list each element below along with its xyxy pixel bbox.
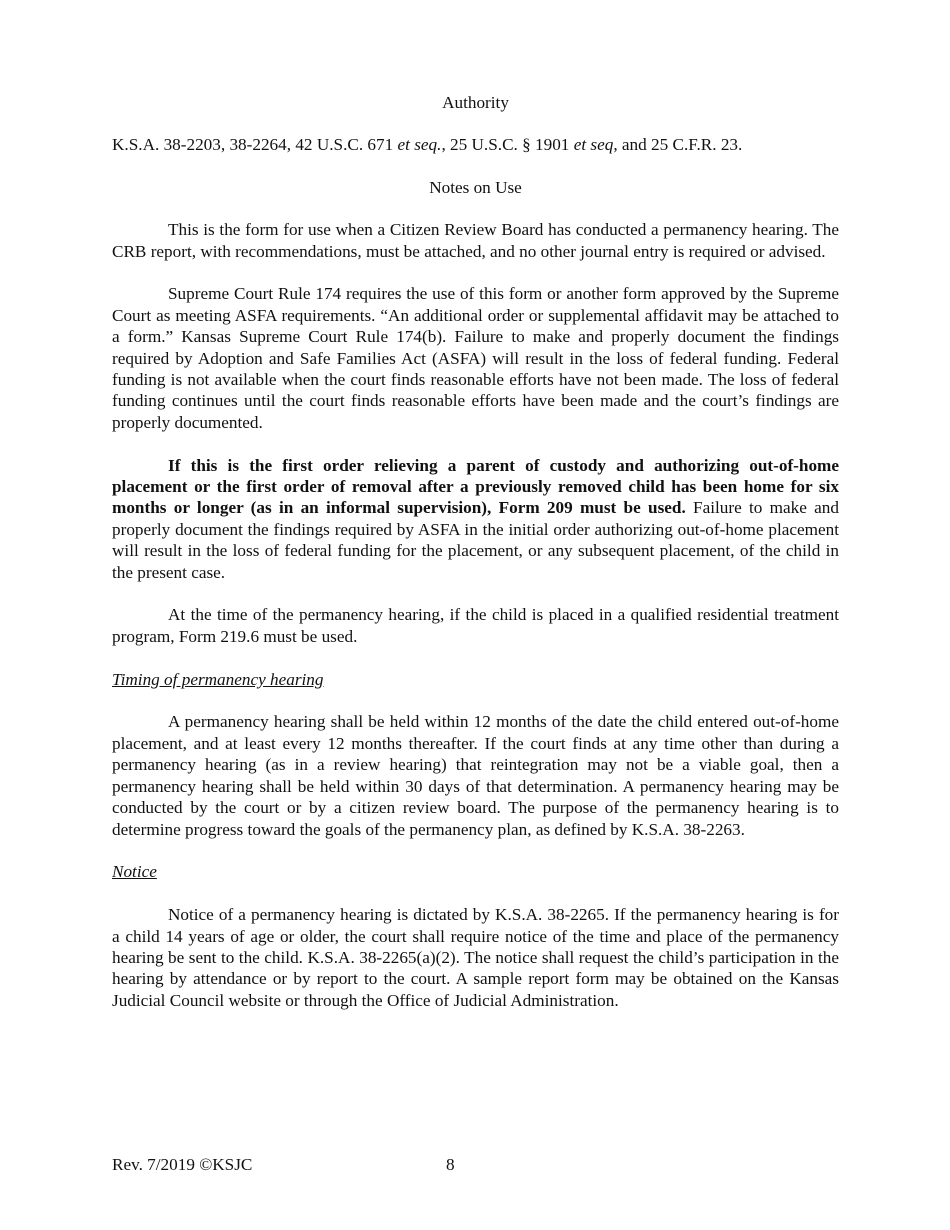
- notes-on-use-title: Notes on Use: [429, 177, 522, 197]
- notes-paragraph-2: Supreme Court Rule 174 requires the use of this form or another form approved by the Supreme Court as meeting ASFA requirements. “An additional order or supplemental affidavit may be attached to a form.” Kansas Supreme Court Rule 174(b). Failure to make and properly document the findings required by Adoption and Safe Families Act (ASFA) will result in the loss of federal funding. Federal funding is not available when the court finds reasonable efforts have not been made. The loss of federal funding continues until the court finds reasonable efforts have been made and the court’s findings are properly documented.: [112, 284, 839, 432]
- notes-paragraph-3: [112, 455, 839, 583]
- notes-paragraph-3-bold: If this is the first order relieving a parent of custody and authorizing out-of-home placement or the first order of removal after a previously removed child has been home for six months or longer (as in an informal supervision), Form 209 must be used.: [112, 455, 839, 518]
- revision-label: Rev. 7/2019 ©KSJC: [112, 1155, 253, 1174]
- notes-paragraph-1: This is the form for use when a Citizen Review Board has conducted a permanency hearing. The CRB report, with recommendations, must be attached, and no other journal entry is required or advised.: [112, 220, 839, 261]
- authority-title: Authority: [442, 93, 509, 112]
- citation-et-seq-1: et seq.: [397, 135, 442, 155]
- timing-heading: Timing of permanency hearing: [112, 669, 324, 689]
- notes-paragraph-3-rest: Failure to make and properly document the findings required by ASFA in the initial order authorizing out-of-home placement will result in the loss of federal funding for the placement, or any subsequent placement, of the child in the present case.: [112, 498, 839, 582]
- citation-part-1: K.S.A. 38-2203, 38-2264, 42 U.S.C. 671: [112, 135, 398, 155]
- notes-paragraph-4: At the time of the permanency hearing, if the child is placed in a qualified residential treatment program, Form 219.6 must be used.: [112, 605, 839, 646]
- page-footer: [112, 1154, 839, 1176]
- citation-part-3: , and 25 C.F.R. 23.: [613, 135, 743, 155]
- timing-paragraph: A permanency hearing shall be held within 12 months of the date the child entered out-of-home placement, and at least every 12 months thereafter. If the court finds at any time other than during a permanency hearing (as in a review hearing) that reintegration may not be a viable goal, then a permanency hearing shall be held within 30 days of that determination. A permanency hearing may be conducted by the court or by a citizen review board. The purpose of the permanency hearing is to determine progress toward the goals of the permanency plan, as defined by K.S.A. 38-2263.: [112, 712, 839, 839]
- notice-heading: Notice: [112, 862, 157, 882]
- document-body: [112, 92, 839, 1033]
- citation-part-2: , 25 U.S.C. § 1901: [441, 135, 574, 155]
- citation-et-seq-2: et seq: [573, 135, 614, 155]
- authority-citation: [112, 134, 839, 155]
- page-number: 8: [446, 1155, 455, 1174]
- notice-paragraph: Notice of a permanency hearing is dictated by K.S.A. 38-2265. If the permanency hearing is for a child 14 years of age or older, the court shall require notice of the time and place of the permanency hearing be sent to the child. K.S.A. 38-2265(a)(2). The notice shall request the child’s participation in the hearing by attendance or by report to the court. A sample report form may be obtained on the Kansas Judicial Council website or through the Office of Judicial Administration.: [112, 905, 839, 1010]
